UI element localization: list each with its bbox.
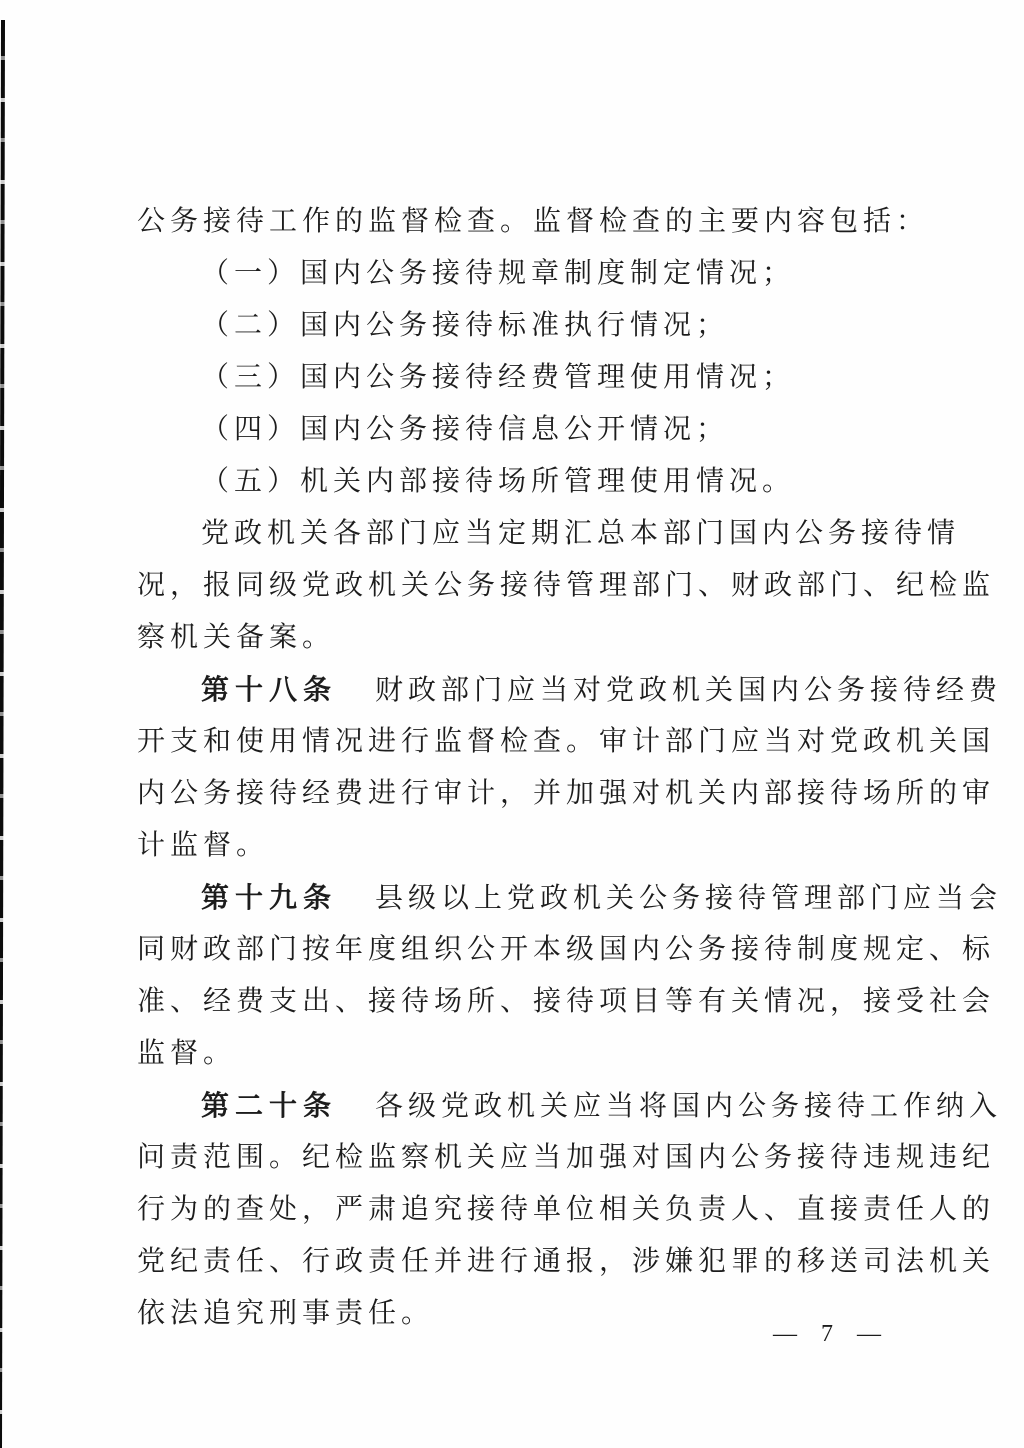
text-line: [137, 820, 912, 872]
line-text: 内公务接待经费进行审计，并加强对机关内部接待场所的审: [137, 778, 996, 809]
line-text: 行为的查处，严肃追究接待单位相关负责人、直接责任人的: [137, 1194, 996, 1225]
article-number: 第十八条: [201, 674, 338, 705]
text-line: [137, 1184, 996, 1236]
line-text: 况，报同级党政机关公务接待管理部门、财政部门、纪检监: [137, 570, 996, 601]
line-text: 县级以上党政机关公务接待管理部门应当会: [375, 883, 1003, 914]
article-number: 第二十条: [201, 1090, 338, 1121]
text-line: [137, 1028, 912, 1080]
line-text: 同财政部门按年度组织公开本级国内公务接待制度规定、标: [137, 934, 996, 965]
page-number: — 7 —: [773, 1321, 883, 1347]
text-line: [137, 456, 912, 508]
text-line: [137, 352, 912, 404]
line-text: （一）国内公务接待规章制度制定情况；: [201, 258, 796, 289]
article-number: 第十九条: [201, 882, 338, 913]
line-text: 计监督。: [137, 830, 270, 861]
line-text: 公务接待工作的监督检查。监督检查的主要内容包括：: [137, 206, 930, 237]
text-line: [137, 872, 1003, 924]
line-text: 党纪责任、行政责任并进行通报，涉嫌犯罪的移送司法机关: [137, 1246, 996, 1277]
text-line: [137, 1080, 1003, 1132]
document-body: [137, 196, 1003, 1340]
line-text: 依法追究刑事责任。: [137, 1298, 435, 1329]
text-line: [137, 716, 996, 768]
line-text: 准、经费支出、接待场所、接待项目等有关情况，接受社会: [137, 986, 996, 1017]
line-text: 问责范围。纪检监察机关应当加强对国内公务接待违规违纪: [137, 1142, 996, 1173]
line-text: （二）国内公务接待标准执行情况；: [201, 310, 730, 341]
text-line: [137, 612, 912, 664]
line-text: 党政机关各部门应当定期汇总本部门国内公务接待情: [201, 518, 961, 549]
text-line: [137, 768, 996, 820]
text-line: [137, 976, 996, 1028]
text-line: [137, 924, 996, 976]
text-line: [137, 560, 996, 612]
text-line: [137, 404, 912, 456]
text-line: [137, 248, 912, 300]
text-line: [137, 508, 961, 560]
line-text: （三）国内公务接待经费管理使用情况；: [201, 362, 796, 393]
text-line: [137, 1132, 996, 1184]
text-line: [137, 1236, 996, 1288]
text-line: [137, 300, 912, 352]
line-text: （五）机关内部接待场所管理使用情况。: [201, 466, 796, 497]
text-line: [137, 664, 1003, 716]
scan-edge-artifact: [0, 20, 5, 1448]
line-text: 各级党政机关应当将国内公务接待工作纳入: [375, 1091, 1003, 1122]
line-text: （四）国内公务接待信息公开情况；: [201, 414, 730, 445]
line-text: 监督。: [137, 1038, 237, 1069]
line-text: 察机关备案。: [137, 622, 336, 653]
line-text: 开支和使用情况进行监督检查。审计部门应当对党政机关国: [137, 726, 996, 757]
text-line: [137, 196, 930, 248]
line-text: 财政部门应当对党政机关国内公务接待经费: [375, 675, 1003, 706]
